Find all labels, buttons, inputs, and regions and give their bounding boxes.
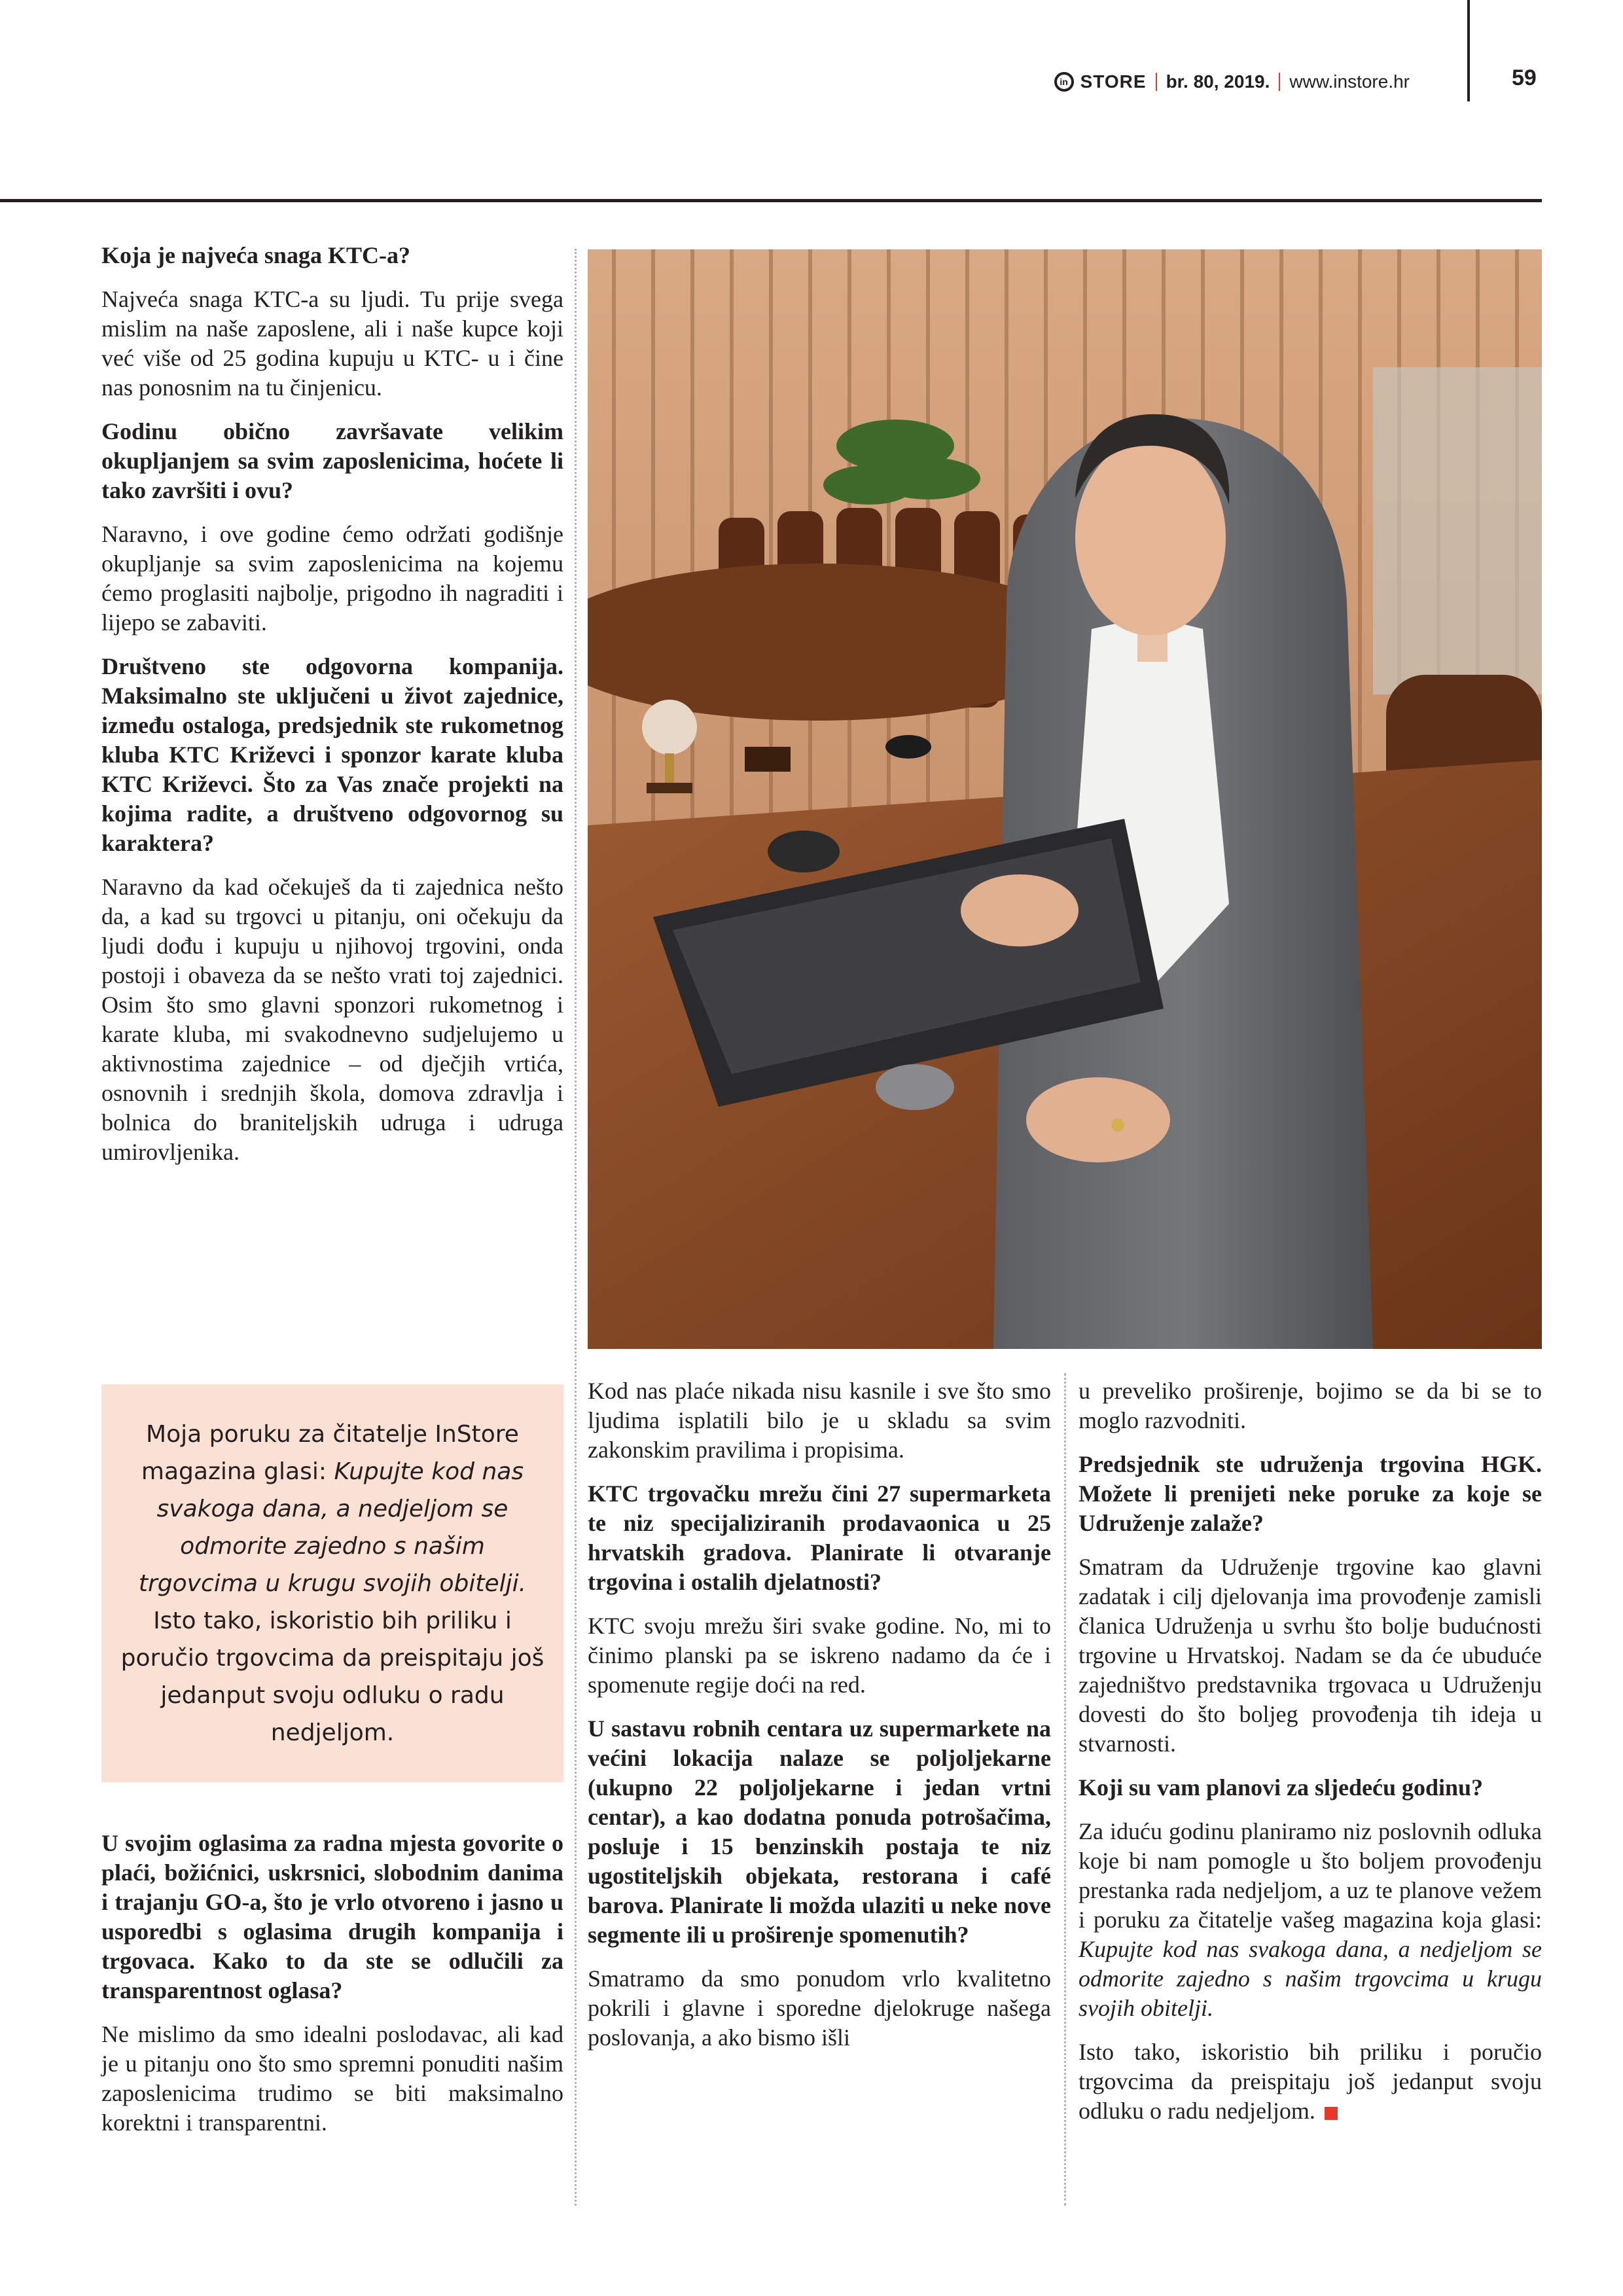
header-info: [1054, 67, 1410, 96]
left-column-bottom: [101, 1829, 563, 2138]
interview-answer: Smatramo da smo ponudom vrlo kvalitetno pokrili i glavne i sporedne djelokruge našega poslovanja, a ako bismo išli: [588, 1965, 1051, 2051]
interview-question: Koja je najveća snaga KTC-a?: [101, 242, 410, 268]
magazine-brand: STORE: [1080, 71, 1147, 92]
interview-answer: Smatram da Udruženje trgovine kao glavni zadatak i cilj djelovanja ima provođenje zamisli članica Udruženja u svrhu što bolje budućnosti trgovine u Hrvatskoj. Nadam se da će ubuduće zajedništvo predstavnika trgovaca u Udruženju dovesti do što boljeg provođenja tih ideja u stvarnosti.: [1079, 1554, 1542, 1757]
pull-quote-italic: Kupujte kod nas svakoga dana, a nedjeljom se odmorite zajedno s našim trgovcima u krugu svojih obitelji.: [138, 1458, 527, 1597]
interview-answer: [1079, 1817, 1542, 2023]
answer-italic-quote: Kupujte kod nas svakoga dana, a nedjeljom se odmorite zajedno s našim trgovcima u krugu svojih obitelji.: [1079, 1936, 1542, 2021]
column-divider: [575, 249, 577, 2206]
interview-answer: Naravno, i ove godine ćemo održati godišnje okupljanje sa svim zaposlenicima na kojemu ćemo proglasiti najbolje, prigodno ih nagraditi i lijepo se zabaviti.: [101, 521, 563, 636]
answer-text: Isto tako, iskoristio bih priliku i poručio trgovcima da preispitaju još jedanput svoju odluku o radu nedjeljom.: [1079, 2039, 1542, 2124]
interview-answer: Naravno da kad očekuješ da ti zajednica nešto da, a kad su trgovci u pitanju, oni očekuju da ljudi dođu i kupuju u njihovoj trgovini, onda postoji i obaveza da se nešto vrati toj zajednici. Osim što smo glavni sponzori rukometnog i karate kluba, mi svakodnevno sudjelujemo u aktivnostima zajednice – od dječjih vrtića, osnovnih i srednjih škola, domova zdravlja i bolnica do braniteljskih udruga i udruga umirovljenika.: [101, 874, 563, 1165]
right-column: [1079, 1376, 1542, 2126]
header-divider-vertical: [1467, 0, 1470, 101]
page-number: 59: [1512, 65, 1537, 90]
header-separator: [1279, 73, 1280, 91]
interview-question: U svojim oglasima za radna mjesta govorite o plaći, božićnici, uskrsnici, slobodnim danima i trajanju GO-a, što je vrlo otvoreno i jasno u usporedbi s oglasima drugih kompanija i trgovaca. Kako to da ste se odlučili za transparentnost oglasa?: [101, 1830, 563, 2003]
interview-answer: Kod nas plaće nikada nisu kasnile i sve što smo ljudima isplatili bilo je u skladu sa svim zakonskim pravilima i propisima.: [588, 1378, 1051, 1463]
column-divider: [1064, 1373, 1066, 2206]
interview-answer: [1079, 2037, 1542, 2126]
office-portrait-illustration: [588, 249, 1542, 1349]
header-separator: [1156, 73, 1157, 91]
answer-text: Za iduću godinu planiramo niz poslovnih odluka koje bi nam pomogle u što boljem provođenju prestanka rada nedjeljom, a uz te planove vežem i poruku za čitatelje vašeg magazina koja glasi:: [1079, 1818, 1542, 1933]
interview-answer: Ne mislimo da smo idealni poslodavac, ali kad je u pitanju ono što smo spremni ponuditi našim zaposlenicima trudimo se biti maksimalno korektni i transparentni.: [101, 2021, 563, 2136]
interview-question: Godinu obično završavate velikim okupljanjem sa svim zaposlenicima, hoćete li tako završiti i ovu?: [101, 418, 563, 503]
middle-column: [588, 1376, 1051, 2053]
pull-quote-tail: Isto tako, iskoristio bih priliku i poručio trgovcima da preispitaju još jedanput svoju odluku o radu nedjeljom.: [120, 1607, 544, 1746]
pull-quote: [101, 1384, 563, 1782]
interview-question: KTC trgovačku mrežu čini 27 supermarketa te niz specijaliziranih prodavaonica u 25 hrvatskih gradova. Planirate li otvaranje trgovina i ostalih djelatnosti?: [588, 1480, 1051, 1595]
header-rule: [0, 199, 1542, 202]
interview-answer: KTC svoju mrežu širi svake godine. No, mi to činimo planski pa se iskreno nadamo da će i spomenute regije doći na red.: [588, 1613, 1051, 1698]
interview-photo: [588, 249, 1542, 1349]
interview-question: Predsjednik ste udruženja trgovina HGK. Možete li prenijeti neke poruke za koje se Udruženje zalaže?: [1079, 1451, 1542, 1536]
interview-answer: u preveliko proširenje, bojimo se da bi se to moglo razvodniti.: [1079, 1378, 1542, 1433]
instore-logo-icon: in: [1054, 72, 1074, 92]
article-end-mark-icon: [1325, 2107, 1338, 2120]
interview-question: U sastavu robnih centara uz supermarkete na većini lokacija nalaze se poljoljekarne (ukupno 22 poljoljekarne i jedan vrtni centar), a kao dodatna ponuda potrošačima, posluje i 15 benzinskih postaja te niz ugostiteljskih objekata, restorana i café barova. Planirate li možda ulaziti u neke nove segmente ili u proširenje spomenutih?: [588, 1715, 1051, 1948]
website-link[interactable]: www.instore.hr: [1289, 71, 1410, 92]
issue-number: br. 80, 2019.: [1166, 71, 1270, 92]
pull-quote-text: [118, 1416, 546, 1751]
interview-question: Koji su vam planovi za sljedeću godinu?: [1079, 1774, 1484, 1801]
interview-question: Društveno ste odgovorna kompanija. Maksimalno ste uključeni u život zajednice, između ostaloga, predsjednik ste rukometnog kluba KTC Križevci i sponzor karate kluba KTC Križevci. Što za Vas znače projekti na kojima radite, a društveno odgovornog su karaktera?: [101, 653, 563, 856]
interview-answer: Najveća snaga KTC-a su ljudi. Tu prije svega mislim na naše zaposlene, ali i naše kupce koji već više od 25 godina kupuju u KTC- u i čine nas ponosnim na tu činjenicu.: [101, 286, 563, 401]
left-column-top: [101, 241, 563, 1167]
pull-quote-lead: Moja poruku za čitatelje InStore magazina glasi:: [141, 1420, 519, 1485]
